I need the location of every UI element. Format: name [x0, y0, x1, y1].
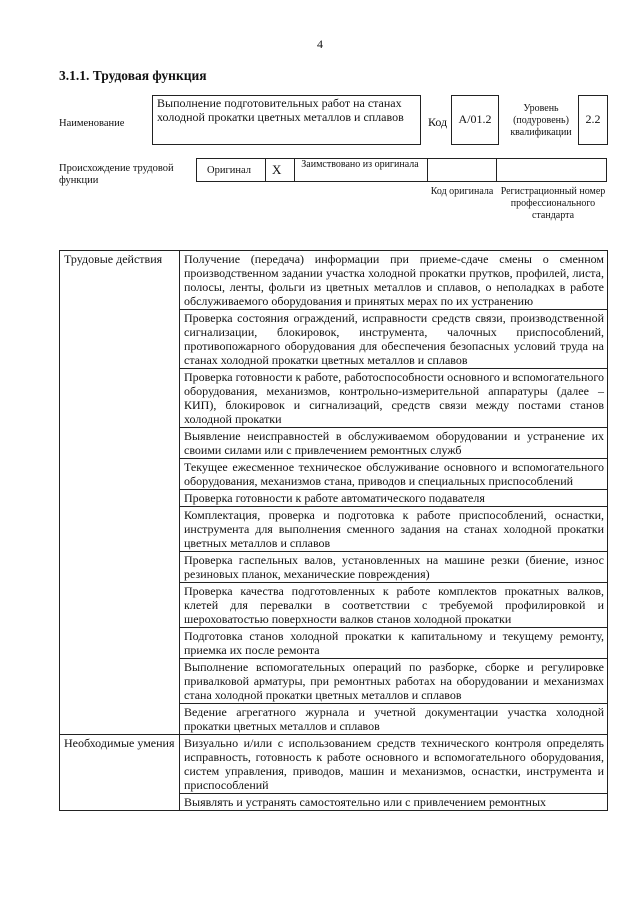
skill-label: Необходимые умения: [60, 735, 180, 811]
code-original-label: Код оригинала: [430, 186, 494, 197]
page-number: 4: [317, 37, 323, 51]
code-value: A/01.2: [458, 112, 492, 127]
section-title: 3.1.1. Трудовая функция: [59, 68, 207, 83]
level-label: Уровень (подуровень) квалификации: [510, 103, 572, 138]
labor-action-item: Проверка качества подготовленных к работе комплектов прокатных валков, клетей для перевалки в соответствии с требуемой профилировкой и шероховатостью поверхности валков станов холодной прокатки: [180, 583, 608, 628]
code-label: Код: [428, 115, 448, 129]
borrowed-label: Заимствовано из оригинала: [301, 159, 419, 170]
labor-function-table: [59, 250, 608, 811]
level-value: 2.2: [585, 112, 601, 127]
origin-divider-1: [265, 158, 266, 182]
name-label: Наименование: [59, 118, 125, 129]
origin-divider-2: [294, 158, 295, 182]
level-value-box: [578, 95, 608, 145]
origin-label: Происхождение трудовой функции: [59, 163, 174, 186]
labor-action-item: Проверка готовности к работе, работоспособности основного и вспомогательного оборудования, механизмов, контрольно-измерительной аппаратуры (далее – КИП), блокировок и сигнализаций, средств связи между постами станов холодной прокатки: [180, 369, 608, 428]
original-label: Оригинал: [207, 165, 251, 176]
labor-action-item: Проверка состояния ограждений, исправности средств связи, производственной сигнализации, блокировок, инструмента, чалочных приспособлений, противопожарного оборудования для обеспечения безопасных условий труда на станах холодной прокатки цветных металлов и сплавов: [180, 310, 608, 369]
function-name-box: [152, 95, 421, 145]
reg-number-label: Регистрационный номер профессионального стандарта: [500, 186, 606, 221]
origin-divider-4: [496, 158, 497, 182]
labor-action-item: Проверка гаспельных валов, установленных на машине резки (биение, износ резиновых планок, механические повреждения): [180, 552, 608, 583]
skill-item: Выявлять и устранять самостоятельно или с привлечением ремонтных: [180, 794, 608, 811]
labor-action-item: Проверка готовности к работе автоматического подавателя: [180, 490, 608, 507]
code-value-box: [451, 95, 499, 145]
labor-action-label: Трудовые действия: [60, 251, 180, 735]
labor-action-item: Подготовка станов холодной прокатки к капитальному и текущему ремонту, приемка их после ремонта: [180, 628, 608, 659]
labor-action-item: Комплектация, проверка и подготовка к работе приспособлений, оснастки, инструмента для выполнения сменного задания на станах холодной прокатки цветных металлов и сплавов: [180, 507, 608, 552]
labor-action-item: Получение (передача) информации при приеме-сдаче смены о сменном производственном задании участка холодной прокатки прутков, профилей, листа, полосы, ленты, фольги из цветных металлов и сплавов, о неполадках в работе обслуживаемого оборудования и принятых мерах по их устранению: [180, 251, 608, 310]
labor-action-item: Выполнение вспомогательных операций по разборке, сборке и регулировке привалковой арматуры, при ремонтных работах на оборудовании и механизмах стана холодной прокатки цветных металлов и сплавов: [180, 659, 608, 704]
original-mark: X: [272, 162, 282, 177]
labor-action-item: Текущее ежесменное техническое обслуживание основного и вспомогательного оборудования, механизмов стана, приводов и специальных приспособлений: [180, 459, 608, 490]
function-name-value: Выполнение подготовительных работ на станах холодной прокатки цветных металлов и сплавов: [157, 96, 404, 124]
skill-item: Визуально и/или с использованием средств технического контроля определять исправность, готовность к работе основного и вспомогательного оборудования, систем управления, приводов, машин и механизмов, оснастки, инструмента и приспособлений: [180, 735, 608, 794]
labor-action-item: Ведение агрегатного журнала и учетной документации участка холодной прокатки цветных металлов и сплавов: [180, 704, 608, 735]
labor-action-item: Выявление неисправностей в обслуживаемом оборудовании и устранение их своими силами или с привлечением ремонтных служб: [180, 428, 608, 459]
origin-divider-3: [427, 158, 428, 182]
labor-action-row: [60, 251, 608, 310]
skill-row: [60, 735, 608, 794]
